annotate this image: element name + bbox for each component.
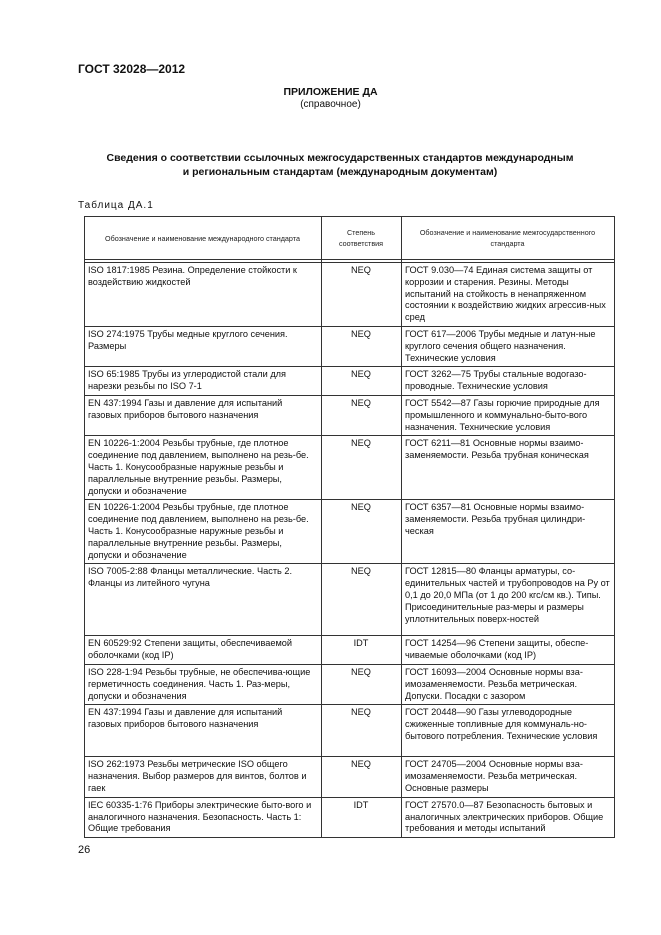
table-row [85,564,615,636]
intl-standard-cell: EN 60529:92 Степени защиты, обеспечиваемой оболочками (код IP) [85,636,322,665]
degree-cell: NEQ [322,757,402,797]
gost-standard-cell: ГОСТ 3262—75 Трубы стальные водогазо-проводные. Технические условия [402,367,615,396]
gost-standard-cell: ГОСТ 20448—90 Газы углеводородные сжиженные топливные для коммуналь-но-бытового потребления. Технические условия [402,705,615,757]
degree-cell: NEQ [322,263,402,327]
intl-standard-cell: ISO 262:1973 Резьбы метрические ISO общего назначения. Выбор размеров для винтов, болтов и гаек [85,757,322,797]
intl-standard-cell: ISO 274:1975 Трубы медные круглого сечения. Размеры [85,326,322,366]
gost-standard-cell: ГОСТ 24705—2004 Основные нормы вза-имозаменяемости. Резьба метрическая. Основные размеры [402,757,615,797]
degree-cell: IDT [322,636,402,665]
degree-cell: NEQ [322,705,402,757]
section-heading-line-2: и региональным стандартам (международным документам) [182,166,498,178]
appendix-title: ПРИЛОЖЕНИЕ ДА [283,86,378,98]
table-row [85,705,615,757]
intl-standard-cell: ISO 65:1985 Трубы из углеродистой стали для нарезки резьбы по ISO 7-1 [85,367,322,396]
section-heading-line-1: Сведения о соответствии ссылочных межгосударственных стандартов международным [106,152,574,164]
gost-standard-cell: ГОСТ 5542—87 Газы горючие природные для промышленного и коммунально-быто-вого назначения. Технические условия [402,395,615,435]
degree-cell: IDT [322,797,402,837]
intl-standard-cell: EN 437:1994 Газы и давление для испытаний газовых приборов бытового назначения [85,395,322,435]
gost-standard-cell: ГОСТ 6211—81 Основные нормы взаимо-заменяемости. Резьба трубная коническая [402,436,615,500]
table-row [85,500,615,564]
gost-standard-cell: ГОСТ 617—2006 Трубы медные и латун-ные круглого сечения общего назначения. Технические условия [402,326,615,366]
table-row [85,263,615,327]
document-code: ГОСТ 32028—2012 [78,62,186,76]
table-row [85,757,615,797]
column-header-intl: Обозначение и наименование международного стандарта [85,217,322,260]
table-row [85,797,615,837]
table-row [85,636,615,665]
degree-cell: NEQ [322,367,402,396]
standards-table [84,216,615,838]
column-header-degree: Степень соответствия [322,217,402,260]
gost-standard-cell: ГОСТ 16093—2004 Основные нормы вза-имозаменяемости. Резьба метрическая. Допуски. Посадки с зазором [402,664,615,704]
gost-standard-cell: ГОСТ 14254—96 Степени защиты, обеспе-чиваемые оболочками (код IP) [402,636,615,665]
section-heading [80,151,600,179]
table-caption: Таблица ДА.1 [78,200,154,211]
degree-cell: NEQ [322,500,402,564]
degree-cell: NEQ [322,326,402,366]
gost-standard-cell: ГОСТ 9.030—74 Единая система защиты от коррозии и старения. Резины. Методы испытаний на стойкость в ненапряженном состоянии к воздействию жидких агрессив-ных сред [402,263,615,327]
degree-cell: NEQ [322,664,402,704]
gost-standard-cell: ГОСТ 12815—80 Фланцы арматуры, со-единительных частей и трубопроводов на Ру от 0,1 до 20,0 МПа (от 1 до 200 кгс/см кв.). Типы. Присоединительные раз-меры и размеры уплотнительных поверх-ностей [402,564,615,636]
degree-cell: NEQ [322,564,402,636]
table-row [85,326,615,366]
degree-cell: NEQ [322,436,402,500]
intl-standard-cell: IEC 60335-1:76 Приборы электрические быто-вого и аналогичного назначения. Безопасность. Часть 1: Общие требования [85,797,322,837]
gost-standard-cell: ГОСТ 6357—81 Основные нормы взаимо-заменяемости. Резьба трубная цилиндри-ческая [402,500,615,564]
gost-standard-cell: ГОСТ 27570.0—87 Безопасность бытовых и аналогичных электрических приборов. Общие требования и методы испытаний [402,797,615,837]
table-row [85,436,615,500]
table-header-row [85,217,615,260]
intl-standard-cell: ISO 7005-2:88 Фланцы металлические. Часть 2. Фланцы из литейного чугуна [85,564,322,636]
table-row [85,367,615,396]
table-row [85,664,615,704]
page-number: 26 [78,844,91,856]
intl-standard-cell: ISO 228-1:94 Резьбы трубные, не обеспечива-ющие герметичность соединения. Часть 1. Раз-меры, допуски и обозначения [85,664,322,704]
degree-cell: NEQ [322,395,402,435]
intl-standard-cell: EN 10226-1:2004 Резьбы трубные, где плотное соединение под давлением, выполнено на резь-бе. Часть 1. Конусообразные наружные резьбы и параллельные внутренние резьбы. Размеры, допуски и обозначение [85,436,322,500]
intl-standard-cell: ISO 1817:1985 Резина. Определение стойкости к воздействию жидкостей [85,263,322,327]
intl-standard-cell: EN 10226-1:2004 Резьбы трубные, где плотное соединение под давлением, выполнено на резь-бе. Часть 1. Конусообразные наружные резьбы и параллельные внутренние резьбы. Размеры, допуски и обозначение [85,500,322,564]
appendix-subtitle: (справочное) [300,99,361,110]
table-row [85,395,615,435]
column-header-gost: Обозначение и наименование межгосударственного стандарта [402,217,615,260]
intl-standard-cell: EN 437:1994 Газы и давление для испытаний газовых приборов бытового назначения [85,705,322,757]
